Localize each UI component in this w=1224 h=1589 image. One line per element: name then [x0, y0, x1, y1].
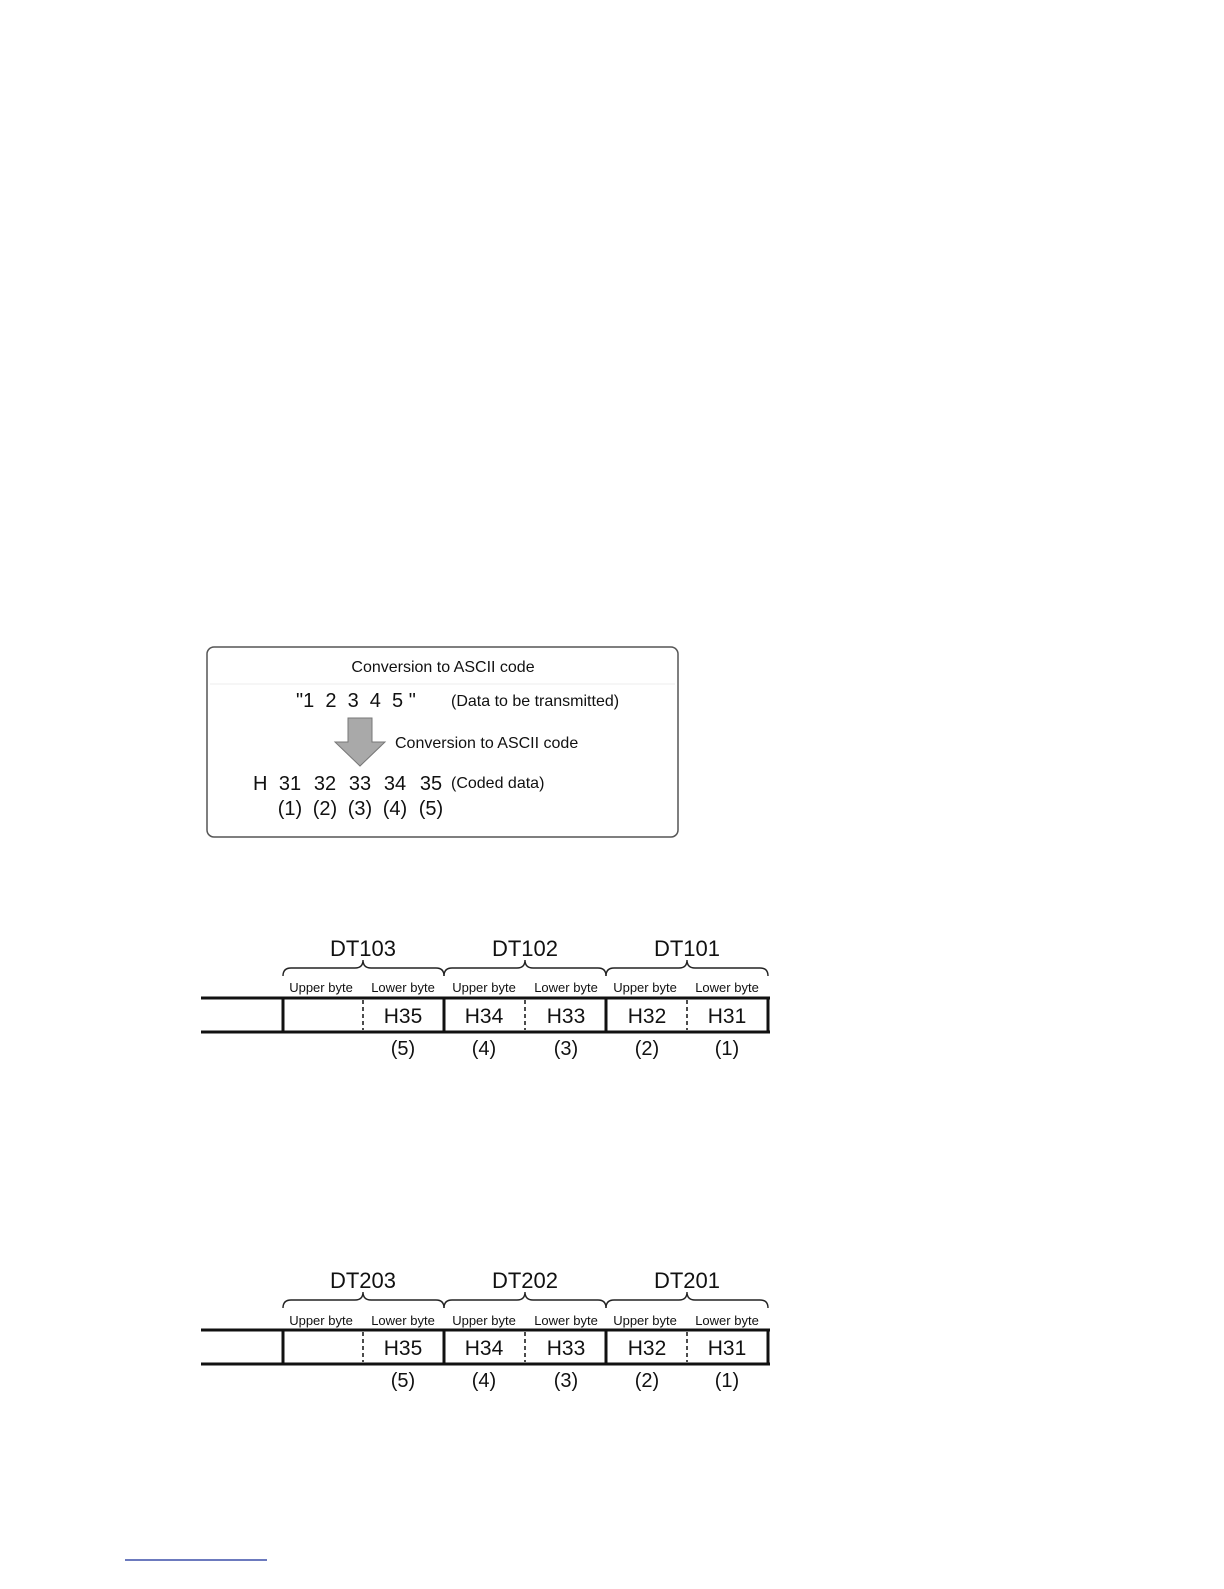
register-brace: [283, 960, 444, 976]
coded-value-3: 33: [348, 773, 372, 795]
byte-label: Lower byte: [695, 1313, 759, 1328]
register-brace: [444, 960, 606, 976]
register-label: DT101: [653, 936, 721, 961]
byte-cell-value: H31: [707, 1337, 747, 1360]
arrow-label: Conversion to ASCII code: [395, 735, 579, 752]
byte-cell-value: H32: [627, 1337, 667, 1360]
byte-label: Upper byte: [289, 980, 353, 995]
coded-value-2: 32: [313, 773, 337, 795]
code-index-3: (3): [347, 798, 373, 820]
byte-label: Upper byte: [289, 1313, 353, 1328]
conversion-box: [207, 647, 678, 837]
byte-label: Lower byte: [534, 980, 598, 995]
coded-data-note: (Coded data): [451, 775, 545, 792]
register-label: DT202: [491, 1268, 559, 1293]
data-characters: "1 2 3 4 5 ": [296, 690, 416, 712]
byte-cell-value: H31: [707, 1005, 747, 1028]
hex-prefix: H: [253, 773, 268, 795]
byte-position: (1): [714, 1370, 740, 1392]
byte-cell-value: H33: [546, 1005, 586, 1028]
register-label: DT203: [329, 1268, 397, 1293]
byte-cell-value: H33: [546, 1337, 586, 1360]
byte-cell-value: H35: [383, 1005, 423, 1028]
register-label: DT103: [329, 936, 397, 961]
byte-position: (3): [553, 1038, 579, 1060]
byte-cell-value: H34: [464, 1337, 504, 1360]
byte-label: Upper byte: [613, 1313, 677, 1328]
code-index-4: (4): [382, 798, 408, 820]
byte-position: (4): [471, 1370, 497, 1392]
register-map-2: [201, 1268, 770, 1392]
byte-cell-value: H35: [383, 1337, 423, 1360]
byte-label: Upper byte: [613, 980, 677, 995]
byte-cell-value: H32: [627, 1005, 667, 1028]
byte-label: Lower byte: [695, 980, 759, 995]
byte-position: (4): [471, 1038, 497, 1060]
byte-label: Upper byte: [452, 980, 516, 995]
register-brace: [606, 960, 768, 976]
byte-label: Upper byte: [452, 1313, 516, 1328]
byte-position: (5): [390, 1370, 416, 1392]
code-index-1: (1): [277, 798, 303, 820]
data-characters-note: (Data to be transmitted): [451, 693, 620, 710]
code-index-2: (2): [312, 798, 338, 820]
code-index-5: (5): [418, 798, 444, 820]
register-brace: [444, 1292, 606, 1308]
register-brace: [606, 1292, 768, 1308]
register-brace: [283, 1292, 444, 1308]
byte-label: Lower byte: [534, 1313, 598, 1328]
coded-value-5: 35: [419, 773, 443, 795]
byte-position: (3): [553, 1370, 579, 1392]
register-map-1: [201, 936, 770, 1060]
register-label: DT201: [653, 1268, 721, 1293]
byte-position: (2): [634, 1038, 660, 1060]
coded-value-4: 34: [383, 773, 407, 795]
byte-cell-value: H34: [464, 1005, 504, 1028]
byte-position: (2): [634, 1370, 660, 1392]
byte-position: (1): [714, 1038, 740, 1060]
byte-label: Lower byte: [371, 1313, 435, 1328]
register-label: DT102: [491, 936, 559, 961]
byte-position: (5): [390, 1038, 416, 1060]
byte-label: Lower byte: [371, 980, 435, 995]
coded-value-1: 31: [278, 773, 302, 795]
conversion-box-title: Conversion to ASCII code: [351, 659, 535, 676]
